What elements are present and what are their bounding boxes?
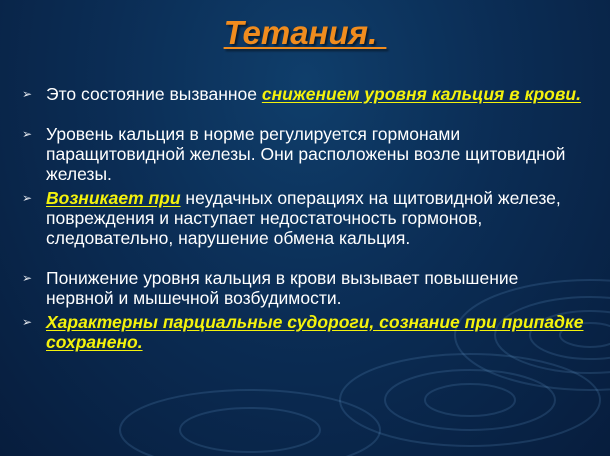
bullet-item: [22, 312, 588, 352]
bullet-text: Уровень кальция в норме регулируется гормонами паращитовидной железы. Они расположены возле щитовидной железы.: [46, 124, 566, 184]
chevron-right-icon: ➢: [22, 271, 33, 285]
bullet-item: [22, 124, 588, 184]
highlight-text: Характерны парциальные судороги, сознание при припадке сохранено.: [46, 312, 584, 352]
bullet-item: [22, 268, 588, 308]
bullet-text: Это состояние вызванное: [46, 84, 262, 104]
highlight-text: снижением уровня кальция в крови.: [261, 84, 581, 104]
bullet-text: Понижение уровня кальция в крови вызывает повышение нервной и мышечной возбудимости.: [46, 268, 519, 308]
bullet-text: неудачных операциях на щитовидной железе, повреждения и наступает недостаточность гормонов, следовательно, нарушение обмена кальция.: [46, 188, 561, 248]
chevron-right-icon: ➢: [22, 87, 33, 101]
chevron-right-icon: ➢: [22, 191, 33, 205]
chevron-right-icon: ➢: [22, 315, 33, 329]
bullet-list: [22, 84, 588, 352]
slide-title: Тетания.: [223, 14, 387, 51]
chevron-right-icon: ➢: [22, 127, 33, 141]
highlight-text: Возникает при: [46, 188, 181, 208]
bullet-item: [22, 84, 588, 104]
bullet-item: [22, 188, 588, 248]
